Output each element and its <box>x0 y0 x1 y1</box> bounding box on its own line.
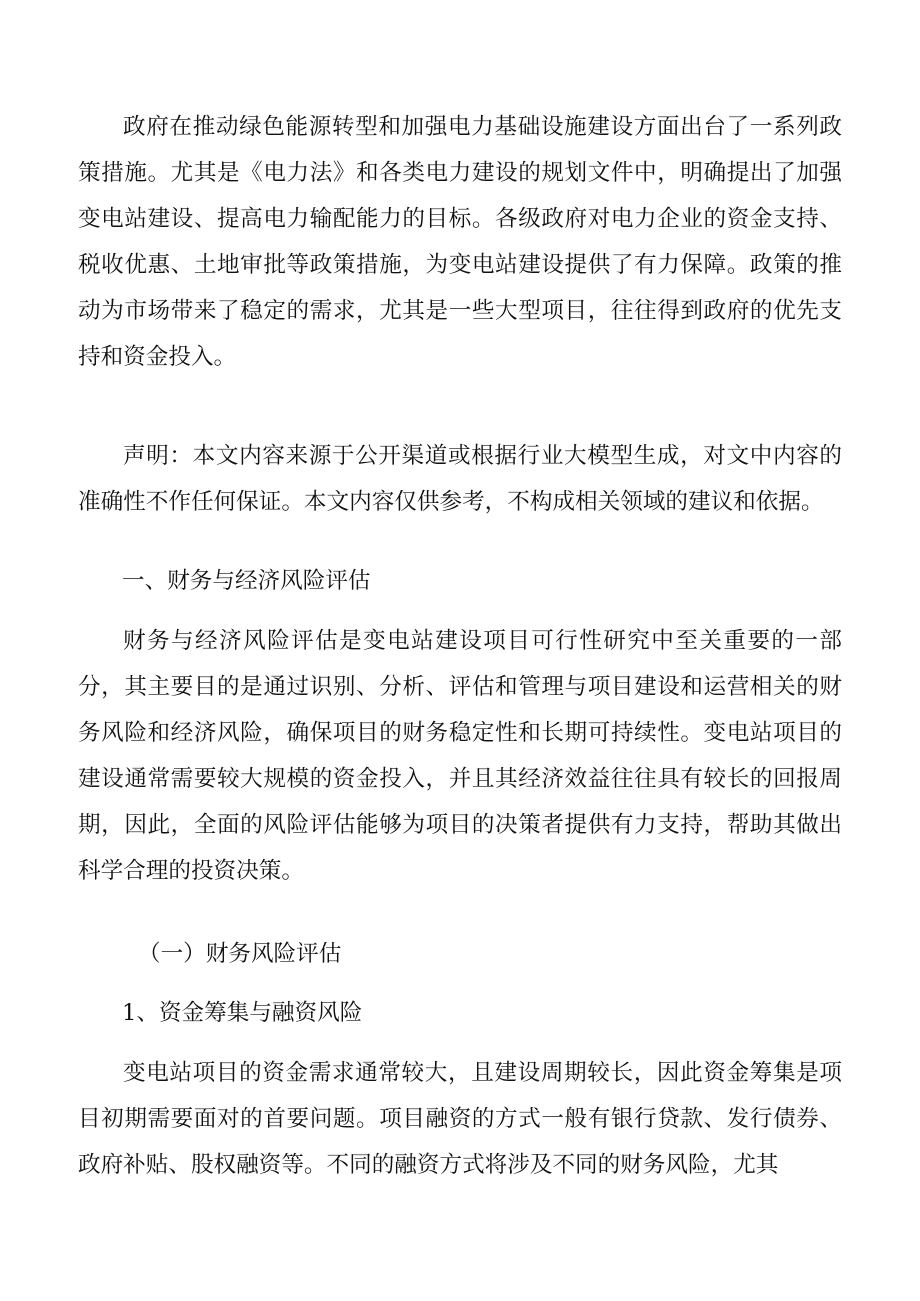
disclaimer-paragraph: 声明：本文内容来源于公开渠道或根据行业大模型生成，对文中内容的准确性不作任何保证。本文内容仅供参考，不构成相关领域的建议和依据。 <box>78 443 842 515</box>
subsection-heading: （一）财务风险评估 <box>138 941 342 967</box>
body-paragraph: 财务与经济风险评估是变电站建设项目可行性研究中至关重要的一部分，其主要目的是通过识别、分析、评估和管理与项目建设和运营相关的财务风险和经济风险，确保项目的财务稳定性和长期可持续性。变电站项目的建设通常需要较大规模的资金投入，并且其经济效益往往具有较长的回报周期，因此，全面的风险评估能够为项目的决策者提供有力支持，帮助其做出科学合理的投资决策。 <box>78 628 842 884</box>
section-heading: 一、财务与经济风险评估 <box>122 568 371 594</box>
body-paragraph: 变电站项目的资金需求通常较大，且建设周期较长，因此资金筹集是项目初期需要面对的首要问题。项目融资的方式一般有银行贷款、发行债券、政府补贴、股权融资等。不同的融资方式将涉及不同的财务风险，尤其 <box>78 1060 842 1178</box>
item-heading: 1、资金筹集与融资风险 <box>122 1000 363 1026</box>
body-paragraph: 政府在推动绿色能源转型和加强电力基础设施建设方面出台了一系列政策措施。尤其是《电力法》和各类电力建设的规划文件中，明确提出了加强变电站建设、提高电力输配能力的目标。各级政府对电力企业的资金支持、税收优惠、土地审批等政策措施，为变电站建设提供了有力保障。政策的推动为市场带来了稳定的需求，尤其是一些大型项目，往往得到政府的优先支持和资金投入。 <box>78 114 842 370</box>
